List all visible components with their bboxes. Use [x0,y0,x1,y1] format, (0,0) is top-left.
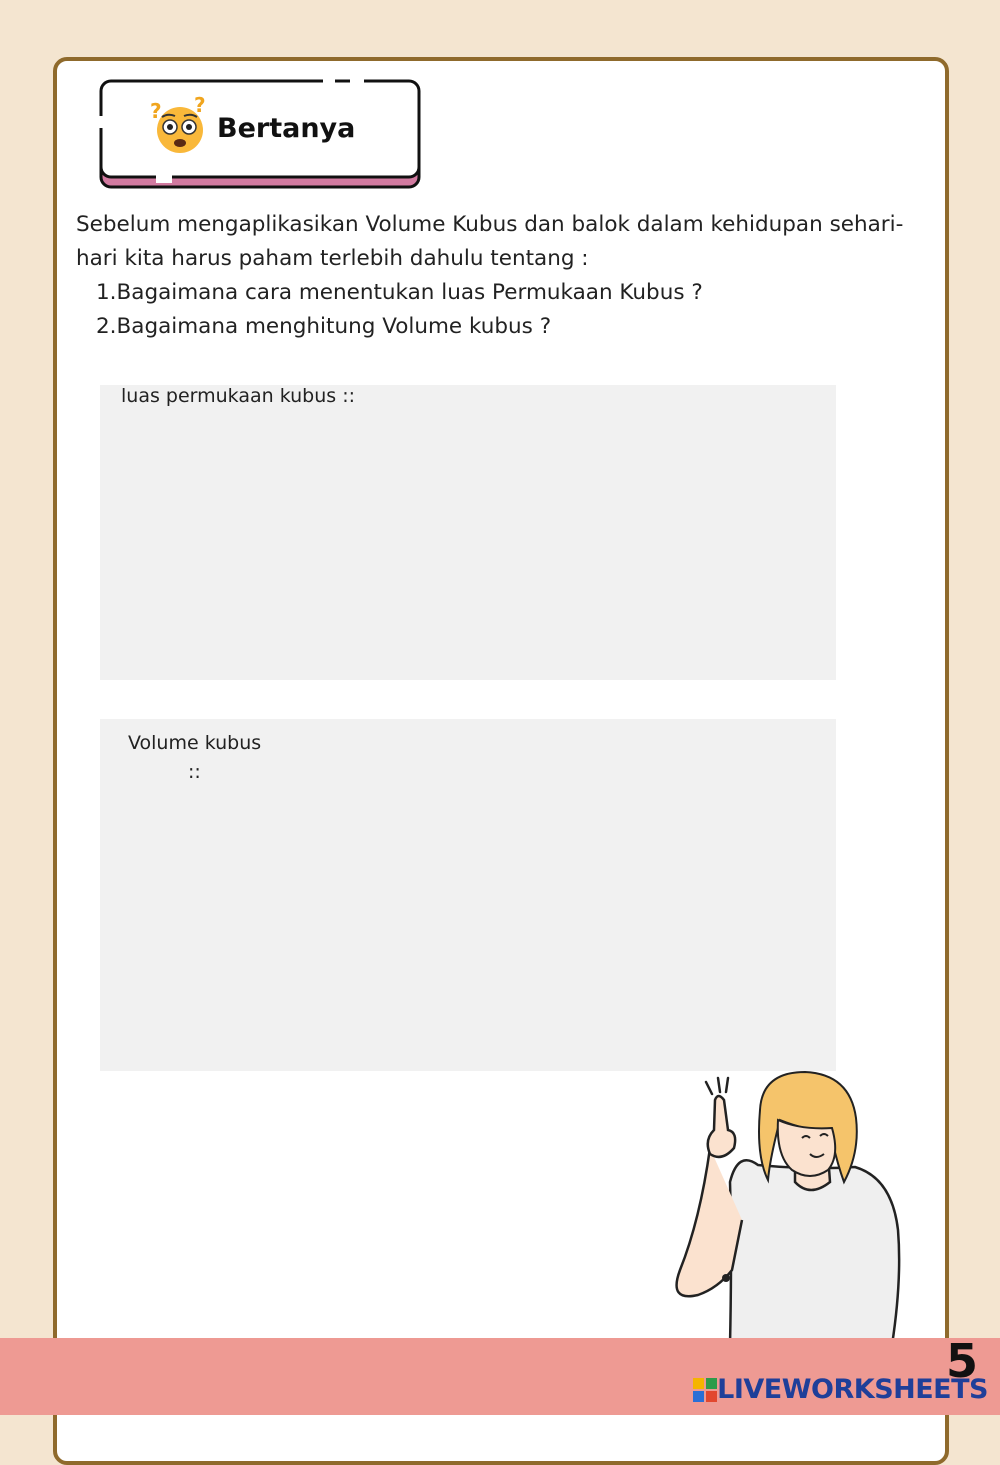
svg-text:?: ? [194,96,206,117]
question-1: 1.Bagaimana cara menentukan luas Permukaan Kubus ? [96,280,703,305]
liveworksheets-logo-icon [692,1377,718,1403]
person-pointing-illustration [660,1070,910,1345]
answer-box-label-suffix: :: [188,761,201,783]
page-number: 5 [945,1334,978,1388]
question-2: 2.Bagaimana menghitung Volume kubus ? [96,314,552,339]
intro-paragraph [76,208,936,344]
svg-text:?: ? [150,99,162,123]
intro-line-1: Sebelum mengaplikasikan Volume Kubus dan balok dalam kehidupan sehari- [76,212,904,237]
brand-wordmark[interactable]: LIVEWORKSHEETS [717,1374,988,1405]
answer-box-volume[interactable] [100,719,836,1071]
answer-box-label: luas permukaan kubus :: [121,385,356,407]
answer-box-surface-area[interactable] [100,385,836,680]
intro-line-2: hari kita harus paham terlebih dahulu tentang : [76,246,589,271]
confused-face-icon [148,96,212,156]
page-title: Bertanya [217,113,356,144]
answer-box-label: Volume kubus [128,732,262,754]
